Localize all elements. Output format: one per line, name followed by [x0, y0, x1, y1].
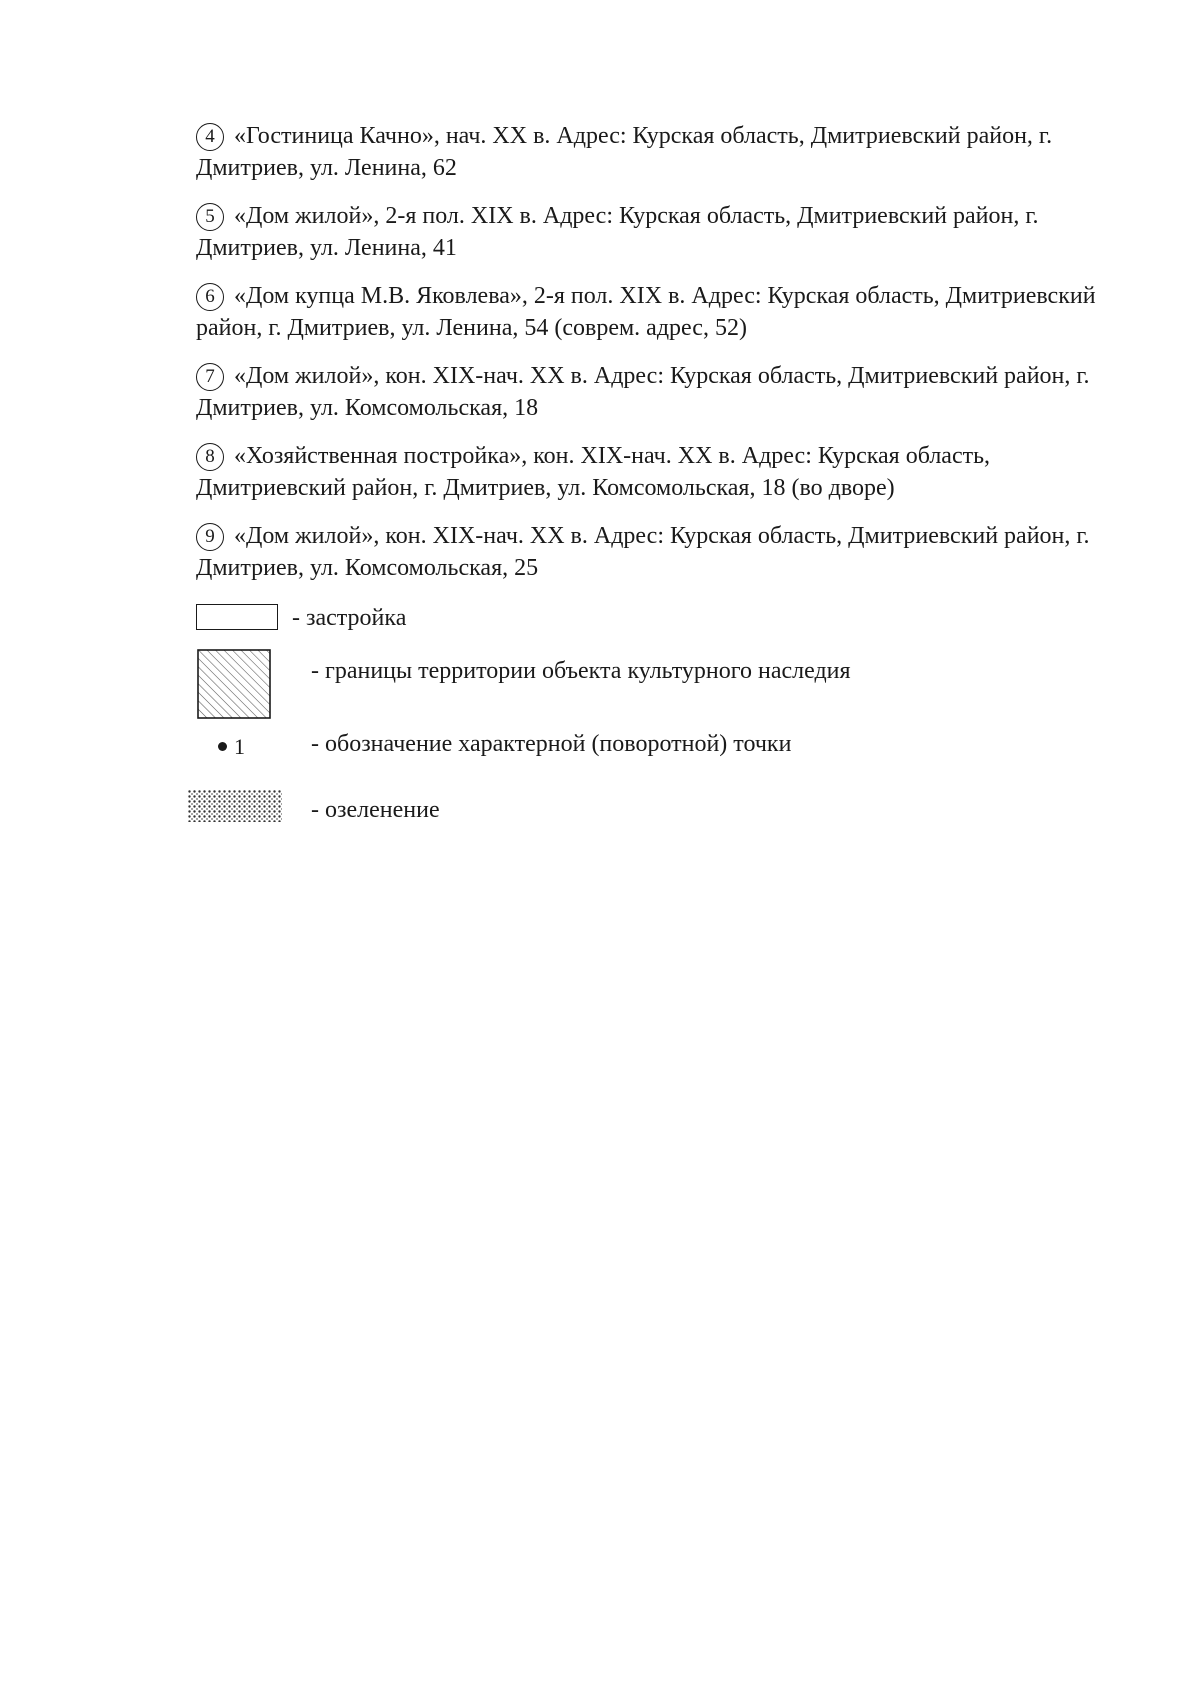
hatched-boundary-symbol [197, 649, 271, 719]
list-item [196, 120, 1096, 184]
item-text: «Дом жилой», кон. XIX-нач. XX в. Адрес: Курская область, Дмитриевский район, г. Дмитриев, ул. Комсомольская, 18 [196, 363, 1090, 421]
item-text: «Дом купца М.В. Яковлева», 2-я пол. XIX в. Адрес: Курская область, Дмитриевский район, г. Дмитриев, ул. Ленина, 54 (соврем. адрес, 52) [196, 283, 1096, 341]
item-number-badge: 4 [196, 123, 224, 151]
legend-label-heritage-boundary: - границы территории объекта культурного наследия [311, 658, 851, 684]
list-item [196, 520, 1096, 584]
item-number-badge: 6 [196, 283, 224, 311]
item-text: «Гостиница Качно», нач. XX в. Адрес: Курская область, Дмитриевский район, г. Дмитриев, ул. Ленина, 62 [196, 123, 1053, 181]
item-text: «Дом жилой», кон. XIX-нач. XX в. Адрес: Курская область, Дмитриевский район, г. Дмитриев, ул. Комсомольская, 25 [196, 523, 1090, 581]
dot-icon [218, 742, 227, 751]
list-item [196, 200, 1096, 264]
item-number-badge: 9 [196, 523, 224, 551]
item-text: «Хозяйственная постройка», кон. XIX-нач. XX в. Адрес: Курская область, Дмитриевский район, г. Дмитриев, ул. Комсомольская, 18 (во дворе) [196, 443, 991, 501]
item-text: «Дом жилой», 2-я пол. XIX в. Адрес: Курская область, Дмитриевский район, г. Дмитриев, ул. Ленина, 41 [196, 203, 1039, 261]
legend-label-greenery: - озеленение [311, 797, 440, 823]
list-item [196, 360, 1096, 424]
legend-label-point: - обозначение характерной (поворотной) точки [311, 731, 792, 757]
heritage-object-list [196, 120, 1096, 600]
building-symbol [196, 604, 278, 630]
list-item [196, 280, 1096, 344]
legend-label-building: - застройка [292, 605, 407, 631]
item-number-badge: 8 [196, 443, 224, 471]
list-item [196, 440, 1096, 504]
point-symbol-number: 1 [234, 734, 245, 759]
greenery-dots-symbol [188, 790, 282, 822]
point-symbol [218, 732, 258, 762]
item-number-badge: 5 [196, 203, 224, 231]
item-number-badge: 7 [196, 363, 224, 391]
